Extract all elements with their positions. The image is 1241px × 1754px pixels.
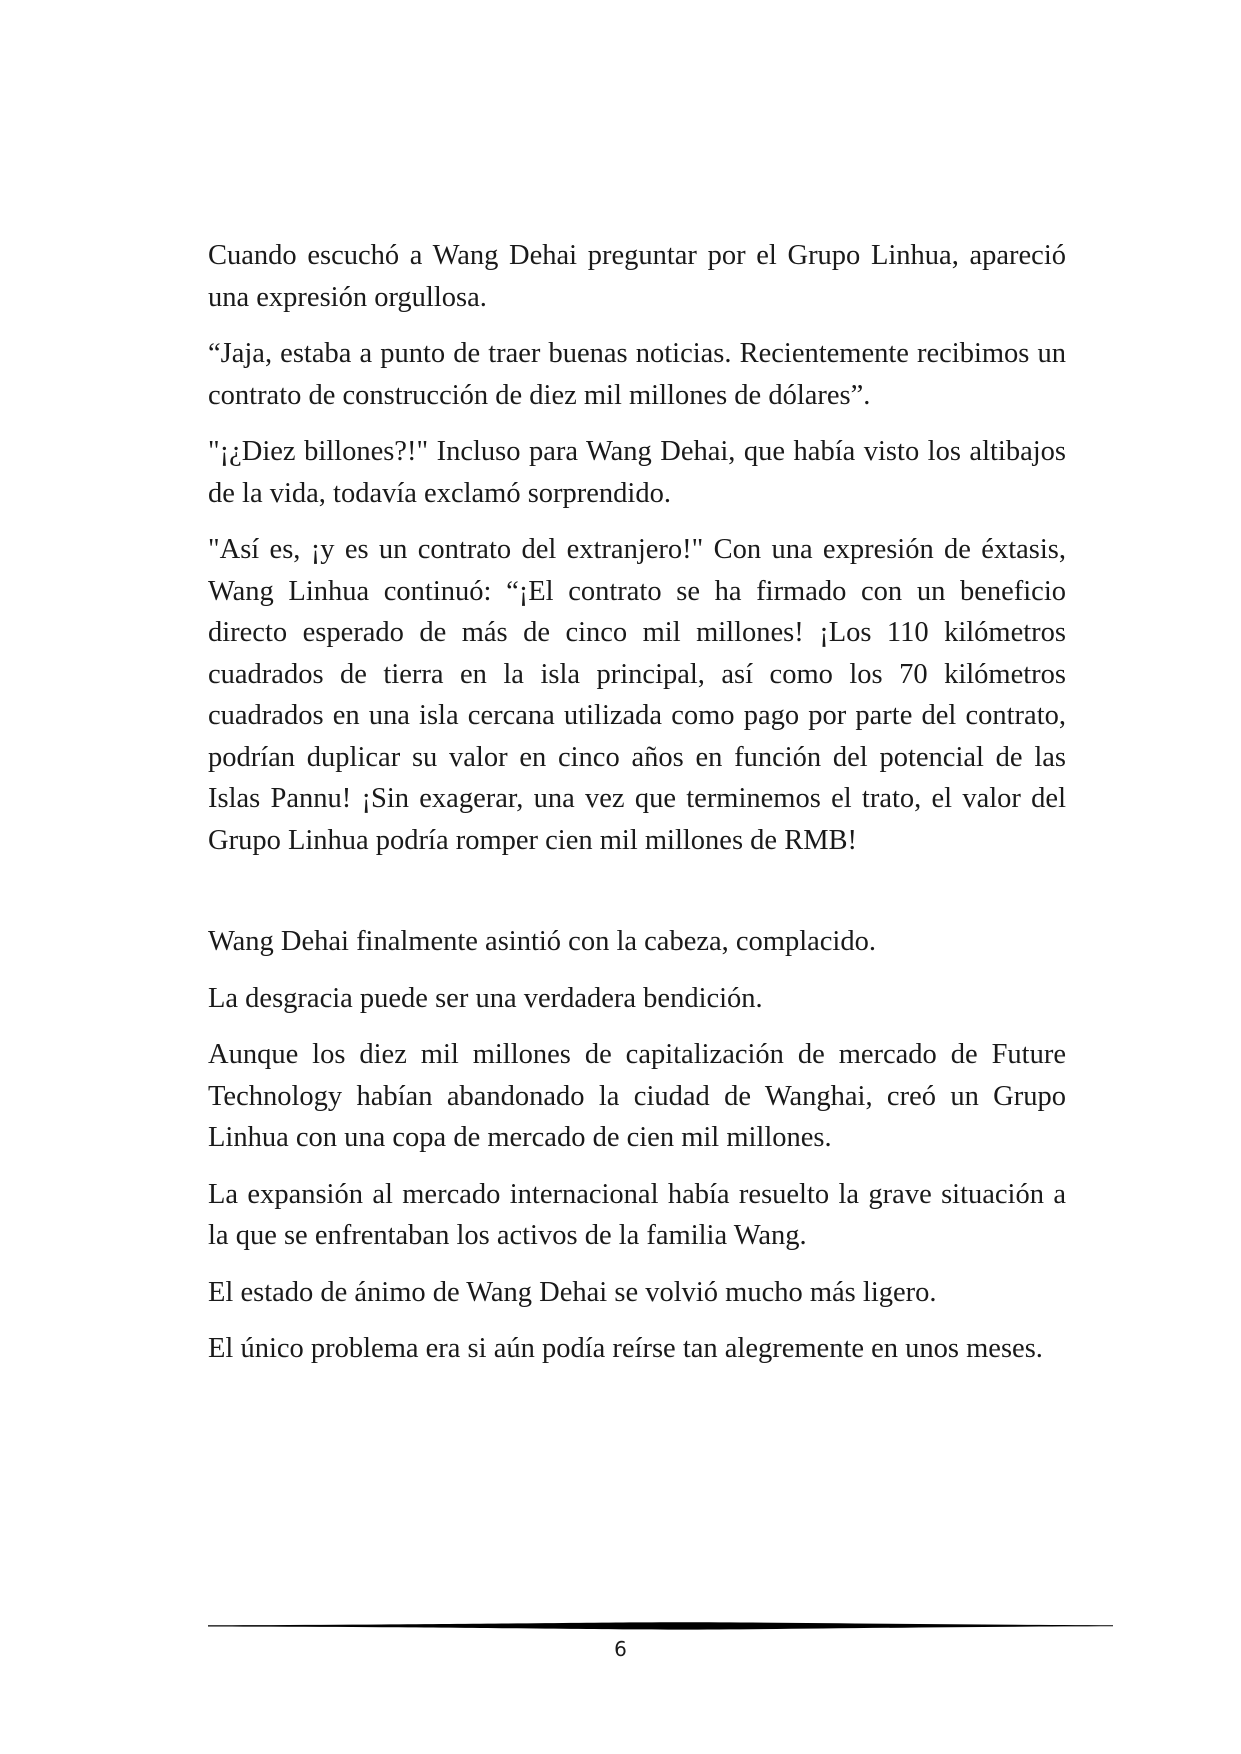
paragraph: "Así es, ¡y es un contrato del extranjero!" Con una expresión de éxtasis, Wang Linhua continuó: “¡El contrato se ha firmado con un beneficio directo esperado de más de cinco mil millones! ¡Los 110 kilómetros cuadrados de tierra en la isla principal, así como los 70 kilómetros cuadrados en una isla cercana utilizada como pago por parte del contrato, podrían duplicar su valor en cinco años en función del potencial de las Islas Pannu! ¡Sin exagerar, una vez que terminemos el trato, el valor del Grupo Linhua podría romper cien mil millones de RMB!: [208, 534, 1066, 856]
page-number: 6: [614, 1637, 627, 1661]
paragraph: La desgracia puede ser una verdadera bendición.: [208, 982, 763, 1014]
paragraph: La expansión al mercado internacional había resuelto la grave situación a la que se enfrentaban los activos de la familia Wang.: [208, 1178, 1066, 1251]
footer-divider: [208, 1619, 1113, 1633]
footer-divider-stroke: [208, 1622, 1113, 1629]
paragraph: El estado de ánimo de Wang Dehai se volvió mucho más ligero.: [208, 1276, 937, 1308]
paragraph: Cuando escuchó a Wang Dehai preguntar por el Grupo Linhua, apareció una expresión orgullosa.: [208, 240, 1066, 313]
paragraph: El único problema era si aún podía reírse tan alegremente en unos meses.: [208, 1333, 1043, 1364]
page-body: [208, 235, 1066, 1385]
paragraph: Wang Dehai finalmente asintió con la cabeza, complacido.: [208, 926, 876, 957]
paragraph: “Jaja, estaba a punto de traer buenas noticias. Recientemente recibimos un contrato de construcción de diez mil millones de dólares”.: [208, 338, 1066, 411]
paragraph: "¡¿Diez billones?!" Incluso para Wang Dehai, que había visto los altibajos de la vida, todavía exclamó sorprendido.: [208, 436, 1066, 509]
paragraph: Aunque los diez mil millones de capitalización de mercado de Future Technology habían abandonado la ciudad de Wanghai, creó un Grupo Linhua con una copa de mercado de cien mil millones.: [208, 1039, 1066, 1153]
